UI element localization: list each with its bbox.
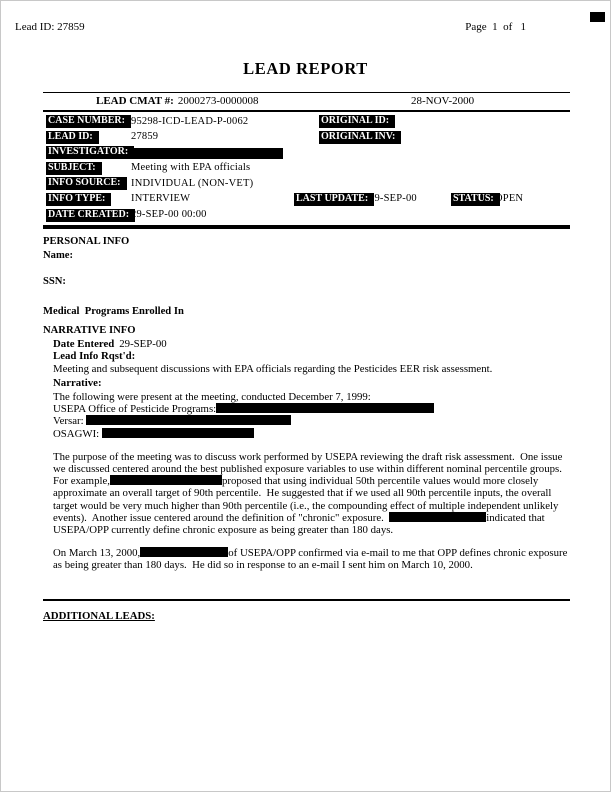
date-entered-value: 29-SEP-00 — [119, 338, 167, 351]
subject-label: SUBJECT: — [46, 162, 102, 175]
document-title: LEAD REPORT — [243, 59, 368, 78]
narrative-paragraph-1: The purpose of the meeting was to discuss work performed by USEPA reviewing the draft risk assessment. One issue we discussed centered around the best published exposure variables to use within different nominal percentile groups. For example, proposed that using individual 50th percentile values would more closely approximate an overall target of 90th percentile. He suggested that if we used all 90th percentile inputs, the overall target would be very much higher than 90th percentile (i.e., the compounding effect of multiple independent unlikely events). Another issue centered around the definition of "chronic" exposure. indicated that USEPA/OPP currently define chronic exposure as being greater than 180 days. — [53, 450, 568, 536]
case-number-label: CASE NUMBER: — [46, 115, 131, 128]
cmat-date: 28-NOV-2000 — [411, 95, 475, 107]
info-row-investigator — [43, 145, 570, 161]
cmat-number: 2000273-0000008 — [177, 95, 259, 107]
attendees-intro: The following were present at the meeting, conducted December 7, 1999: — [53, 390, 371, 403]
page-header — [1, 1, 610, 33]
last-update-label: LAST UPDATE: — [294, 193, 374, 206]
lead-id-value: 27859 — [131, 131, 159, 143]
lead-id-label: LEAD ID: — [46, 131, 99, 144]
case-info-table — [43, 114, 570, 223]
header-page-number: Page 1 of 1 — [465, 21, 526, 33]
ssn-label: SSN: — [43, 276, 66, 288]
last-update-value: 29-SEP-00 — [369, 193, 417, 205]
additional-leads-heading: ADDITIONAL LEADS: — [43, 609, 155, 622]
header-lead-id: Lead ID: 27859 — [15, 21, 85, 33]
investigator-label: INVESTIGATOR: — [46, 146, 134, 159]
original-id-label: ORIGINAL ID: — [319, 115, 395, 128]
redaction-bar — [216, 403, 434, 413]
status-label: STATUS: — [451, 193, 500, 206]
lead-info-label: Lead Info Rqst'd: — [53, 350, 136, 363]
status-value: OPEN — [495, 193, 524, 205]
info-type-label: INFO TYPE: — [46, 193, 111, 206]
info-source-value: INDIVIDUAL (NON-VET) — [131, 177, 254, 189]
date-entered-label: Date Entered — [53, 338, 115, 351]
attendee-line-versar: Versar: — [53, 415, 570, 427]
medical-programs-heading: Medical Programs Enrolled In — [43, 306, 184, 318]
case-number-value: 95298-ICD-LEAD-P-0062 — [131, 115, 249, 127]
original-inv-label: ORIGINAL INV: — [319, 131, 401, 144]
lead-info-text: Meeting and subsequent discussions with EPA officials regarding the Pesticides EER risk assessment. — [53, 362, 493, 375]
narrative-paragraph-2: On March 13, 2000, of USEPA/OPP confirmed via e-mail to me that OPP defines chronic exposure as being greater than 180 days. He did so in response to an e-mail I sent him on March 10, 2000. — [53, 547, 571, 572]
info-row-case-number — [43, 114, 570, 130]
date-entered-row — [53, 338, 570, 350]
document-body — [43, 92, 570, 624]
redaction-bar — [110, 475, 222, 485]
section-divider — [43, 225, 570, 229]
info-row-subject — [43, 161, 570, 177]
date-created-value: 29-SEP-00 00:00 — [131, 209, 207, 221]
cmat-row — [43, 92, 570, 112]
redaction-bar — [389, 512, 486, 522]
info-row-lead-id — [43, 130, 570, 146]
corner-redaction-mark — [590, 12, 605, 22]
investigator-redaction-bar — [131, 148, 283, 159]
narrative-info-heading: NARRATIVE INFO — [43, 325, 136, 337]
attendee-line-osagwi: OSAGWI: — [53, 428, 570, 440]
redaction-bar — [102, 428, 254, 438]
info-source-label: INFO SOURCE: — [46, 177, 127, 190]
subject-value: Meeting with EPA officials — [131, 162, 251, 174]
narrative-section — [53, 338, 570, 571]
additional-leads-divider — [43, 599, 570, 601]
narrative-label: Narrative: — [53, 376, 102, 389]
redaction-bar — [140, 547, 228, 557]
personal-info-section — [43, 236, 570, 336]
attendee-line-usepa: USEPA Office of Pesticide Programs: — [53, 403, 570, 415]
info-row-date-created — [43, 208, 570, 224]
cmat-label: LEAD CMAT #: — [96, 95, 174, 107]
info-row-info-source — [43, 176, 570, 192]
date-created-label: DATE CREATED: — [46, 209, 135, 222]
info-row-info-type — [43, 192, 570, 208]
personal-info-heading: PERSONAL INFO — [43, 236, 130, 248]
redaction-bar — [86, 415, 291, 425]
name-label: Name: — [43, 250, 74, 262]
info-type-value: INTERVIEW — [131, 193, 191, 205]
